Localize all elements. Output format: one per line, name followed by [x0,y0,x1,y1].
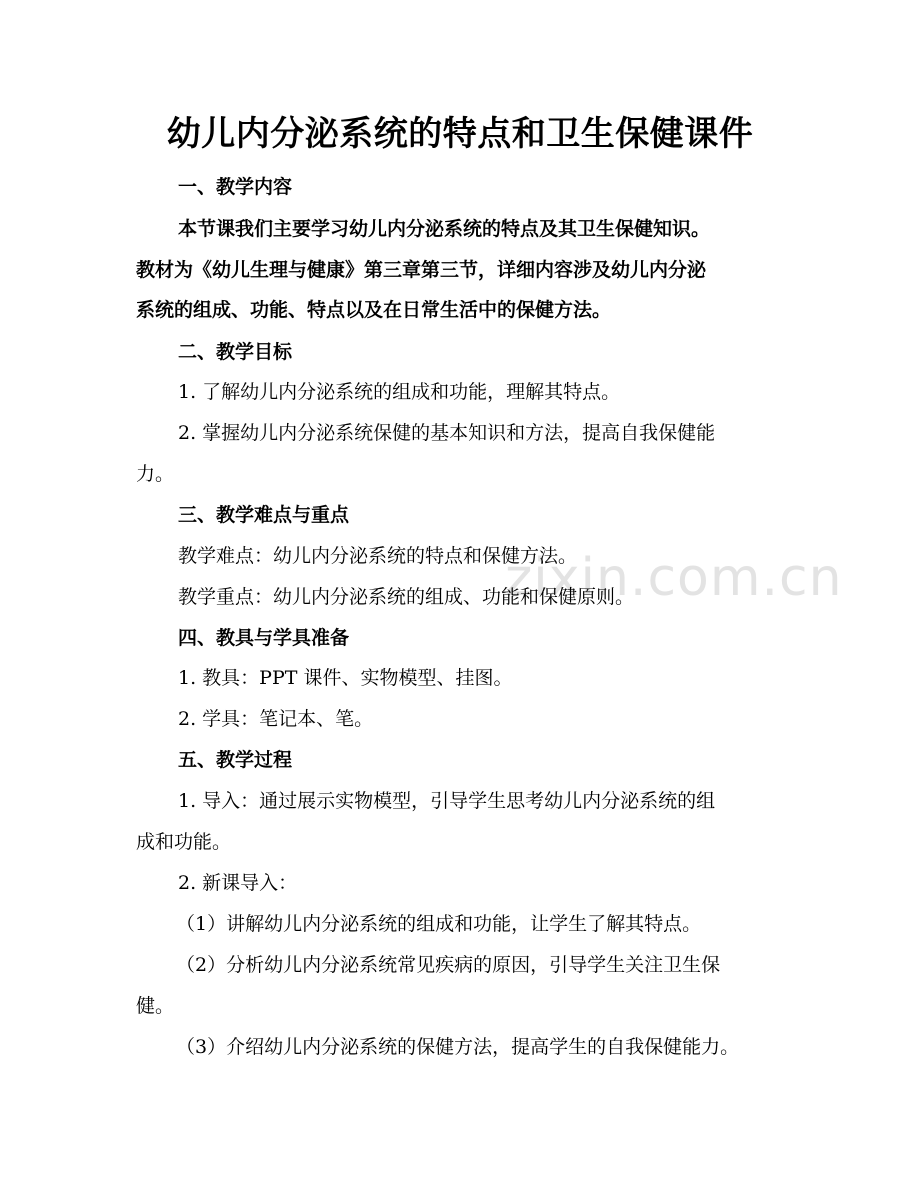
watermark: zixin.com.cn [505,548,843,608]
section-heading-1: 一、教学内容 [178,176,293,198]
sub-list-item: （1）讲解幼儿内分泌系统的组成和功能，让学生了解其特点。 [176,913,702,935]
list-item: 1. 了解幼儿内分泌系统的组成和功能，理解其特点。 [178,381,621,403]
list-item: 1. 导入：通过展示实物模型，引导学生思考幼儿内分泌系统的组 [178,790,716,812]
sub-list-item-continuation: 健。 [136,995,175,1017]
section-heading-4: 四、教具与学具准备 [178,627,350,649]
list-item: 2. 掌握幼儿内分泌系统保健的基本知识和方法，提高自我保健能 [178,422,716,444]
list-item-continuation: 成和功能。 [136,831,232,853]
paragraph-line: 系统的组成、功能、特点以及在日常生活中的保健方法。 [136,299,612,321]
list-item: 1. 教具：PPT 课件、实物模型、挂图。 [178,667,513,689]
list-item-continuation: 力。 [136,463,175,485]
section-heading-5: 五、教学过程 [178,749,293,771]
sub-list-item: （3）介绍幼儿内分泌系统的保健方法，提高学生的自我保健能力。 [176,1036,740,1058]
sub-list-item: （2）分析幼儿内分泌系统常见疾病的原因，引导学生关注卫生保 [176,954,721,976]
paragraph-line: 本节课我们主要学习幼儿内分泌系统的特点及其卫生保健知识。 [178,218,711,240]
section-heading-3: 三、教学难点与重点 [178,504,350,526]
section-heading-2: 二、教学目标 [178,341,293,363]
list-item: 2. 学具：笔记本、笔。 [178,708,374,730]
list-item: 2. 新课导入： [178,872,298,894]
document-title: 幼儿内分泌系统的特点和卫生保健课件 [166,114,754,154]
difficult-point: 教学难点：幼儿内分泌系统的特点和保健方法。 [178,545,578,567]
key-point: 教学重点：幼儿内分泌系统的组成、功能和保健原则。 [178,586,635,608]
paragraph-line: 教材为《幼儿生理与健康》第三章第三节，详细内容涉及幼儿内分泌 [136,259,707,281]
